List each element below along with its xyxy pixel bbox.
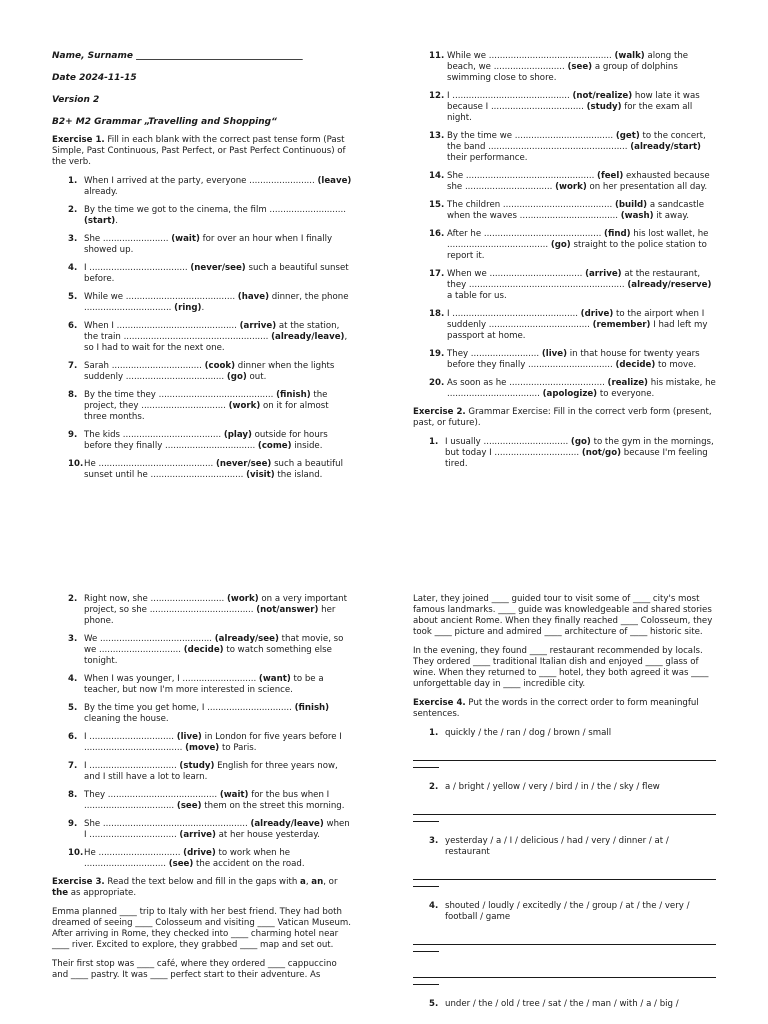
item-text: By the time they ..........................................	[84, 390, 277, 400]
verb-prompt: (study)	[179, 761, 215, 771]
item-number: 5.	[429, 999, 439, 1009]
item-text: because I'm feeling tired.	[445, 448, 708, 469]
item-number: 8.	[68, 390, 78, 400]
item-number: 6.	[68, 732, 78, 742]
page2-right-column	[413, 594, 716, 1015]
exercise-item	[413, 728, 716, 739]
exercise-item	[52, 234, 352, 256]
item-text: Sarah .................................	[84, 361, 205, 371]
verb-prompt: (cook)	[204, 361, 236, 371]
item-number: 11.	[429, 51, 445, 61]
item-text: I ....................................	[84, 263, 191, 273]
item-text: By the time you get home, I ...............................	[84, 703, 295, 713]
item-text: After he ...........................................	[447, 229, 605, 239]
exercise-item	[413, 269, 718, 302]
exercise-item	[52, 263, 352, 285]
verb-prompt: (not/realize)	[572, 91, 633, 101]
item-text: to everyone.	[597, 389, 655, 399]
verb-prompt: (ring)	[174, 303, 202, 313]
worksheet-title: B2+ M2 Grammar „Travelling and Shopping“	[52, 117, 277, 127]
verb-prompt: (never/see)	[190, 263, 246, 273]
item-text: inside.	[291, 441, 323, 451]
verb-prompt: (get)	[615, 131, 640, 141]
item-text: their performance.	[447, 153, 528, 163]
verb-prompt: (move)	[185, 743, 220, 753]
exercise-item	[413, 131, 718, 164]
item-text: .	[115, 216, 118, 226]
item-text: on her presentation all day.	[586, 182, 708, 192]
item-number: 3.	[429, 836, 439, 846]
item-number: 5.	[68, 703, 78, 713]
answer-line-continuation[interactable]	[413, 761, 439, 768]
verb-prompt: (build)	[614, 200, 648, 210]
item-text: on a very important project, so she ......................................	[84, 594, 348, 615]
verb-prompt: (come)	[257, 441, 292, 451]
item-number: 19.	[429, 349, 445, 359]
item-text: it away.	[653, 211, 689, 221]
exercise-item	[52, 732, 352, 754]
exercise-2-instructions: Exercise 2. Grammar Exercise: Fill in the correct verb form (present, past, or future).	[413, 407, 712, 428]
exercise-1-instructions: Exercise 1. Fill in each blank with the correct past tense form (Past Simple, Past Continuous, Past Perfect, or Past Perfect Continuous) of the verb.	[52, 135, 346, 167]
item-number: 7.	[68, 361, 78, 371]
exercise-item	[413, 901, 716, 923]
item-number: 2.	[68, 205, 78, 215]
exercise-3-paragraph-3: Later, they joined ____ guided tour to visit some of ____ city's most famous landmarks. ____ guide was knowledgeable and shared stories about ancient Rome. When they finally reached ____ Colosseum, they took ____ picture and admired ____ architecture of ____ historic site.	[413, 594, 713, 637]
item-text: .	[201, 303, 205, 313]
item-text: a sandcastle when the waves ....................................	[447, 200, 704, 221]
item-text: such a beautiful sunset before.	[84, 263, 349, 284]
item-text: at her house yesterday.	[215, 830, 320, 840]
word-prompt: quickly / the / ran / dog / brown / small	[445, 728, 612, 738]
verb-prompt: (live)	[176, 732, 202, 742]
item-text: dinner when the lights suddenly ....................................	[84, 361, 335, 382]
verb-prompt: (arrive)	[179, 830, 216, 840]
item-text: When we ..................................	[447, 269, 586, 279]
verb-prompt: (arrive)	[239, 321, 277, 331]
item-text: the island.	[274, 470, 323, 480]
item-text: The kids ....................................	[84, 430, 224, 440]
verb-prompt: (want)	[258, 674, 291, 684]
item-text: , so I had to wait for the next one.	[84, 332, 348, 353]
item-text: when I ................................	[84, 819, 350, 840]
item-text: already.	[84, 187, 118, 197]
exercise-item	[413, 999, 716, 1010]
exercise-item	[52, 703, 352, 725]
item-text: for the bus when I .................................	[84, 790, 330, 811]
exercise-item	[52, 390, 352, 423]
exercise-item	[52, 848, 352, 870]
exercise-3-paragraph-1: Emma planned ____ trip to Italy with her best friend. They had both dreamed of seeing ____ Colosseum and visiting ____ Vatican Museum. After arriving in Rome, they checked into ____ charming hotel near ____ river. Excited to explore, they grabbed ____ map and set out.	[52, 907, 352, 950]
exercise-item	[413, 171, 718, 193]
verb-prompt: (start)	[84, 216, 116, 226]
item-text: I ................................	[84, 761, 180, 771]
item-text: to the gym in the mornings, but today I ...............................	[445, 437, 714, 458]
item-text: outside for hours before they finally .................................	[84, 430, 328, 451]
verb-prompt: (go)	[550, 240, 571, 250]
item-number: 1.	[68, 176, 78, 186]
verb-prompt: (find)	[604, 229, 631, 239]
exercise-item	[413, 51, 718, 84]
item-number: 1.	[429, 728, 439, 738]
version-label: Version 2	[52, 95, 100, 105]
answer-line-continuation[interactable]	[413, 880, 439, 887]
exercise-item	[52, 430, 352, 452]
item-text: I had left my passport at home.	[447, 320, 708, 341]
item-text: for the exam all night.	[447, 102, 693, 123]
item-number: 6.	[68, 321, 78, 331]
item-text: at the restaurant, they .........................................................	[447, 269, 701, 290]
item-number: 4.	[429, 901, 439, 911]
item-number: 5.	[68, 292, 78, 302]
item-text: She .....................................................	[84, 819, 251, 829]
item-text: the project, they ...............................	[84, 390, 328, 411]
answer-line-continuation[interactable]	[413, 945, 439, 952]
verb-prompt: (already/leave)	[271, 332, 345, 342]
verb-prompt: (work)	[227, 594, 259, 604]
exercise-item	[52, 634, 352, 667]
exercise-item	[413, 200, 718, 222]
verb-prompt: (play)	[223, 430, 252, 440]
verb-prompt: (see)	[168, 859, 194, 869]
item-text: While we .............................................	[447, 51, 615, 61]
item-text: in London for five years before I ....................................	[84, 732, 342, 753]
exercise-item	[413, 782, 716, 793]
exercise-item	[52, 761, 352, 783]
item-text: When I ............................................	[84, 321, 240, 331]
verb-prompt: (see)	[567, 62, 593, 72]
item-text: I ...............................	[84, 732, 177, 742]
verb-prompt: (see)	[176, 801, 202, 811]
item-number: 13.	[429, 131, 445, 141]
exercise-1-list-continued	[413, 51, 718, 400]
item-text: While we ........................................	[84, 292, 238, 302]
item-text: to Paris.	[219, 743, 257, 753]
item-text: to watch something else tonight.	[84, 645, 332, 666]
item-text: on it for almost three months.	[84, 401, 329, 422]
item-text: When I was younger, I ...........................	[84, 674, 259, 684]
item-text: to be a teacher, but now I'm more interested in science.	[84, 674, 324, 695]
item-number: 1.	[429, 437, 439, 447]
item-text: By the time we ....................................	[447, 131, 616, 141]
answer-line[interactable]	[413, 868, 716, 880]
item-text: a group of dolphins swimming close to shore.	[447, 62, 678, 83]
verb-prompt: (realize)	[607, 378, 648, 388]
date-label: Date 2024-11-15	[52, 73, 137, 83]
exercise-item	[413, 91, 718, 124]
verb-prompt: (drive)	[183, 848, 216, 858]
verb-prompt: (go)	[570, 437, 591, 447]
item-text: in that house for twenty years before they finally ...............................	[447, 349, 700, 370]
exercise-item	[413, 836, 716, 858]
item-number: 4.	[68, 263, 78, 273]
item-number: 3.	[68, 634, 78, 644]
verb-prompt: (apologize)	[542, 389, 598, 399]
verb-prompt: (remember)	[592, 320, 651, 330]
item-text: to the concert, the band ...................................................	[447, 131, 706, 152]
exercise-item	[52, 176, 352, 198]
item-text: The children ........................................	[447, 200, 615, 210]
answer-line[interactable]	[413, 966, 716, 978]
answer-line-continuation[interactable]	[413, 978, 439, 985]
verb-prompt: (arrive)	[585, 269, 622, 279]
verb-prompt: (go)	[226, 372, 247, 382]
verb-prompt: (drive)	[580, 309, 614, 319]
item-text: the accident on the road.	[193, 859, 305, 869]
item-number: 10.	[68, 848, 84, 858]
exercise-item	[52, 790, 352, 812]
item-text: how late it was because I ..................................	[447, 91, 700, 112]
exercise-4-instructions: Exercise 4. Put the words in the correct order to form meaningful sentences.	[413, 698, 699, 719]
item-text: They .........................	[447, 349, 542, 359]
exercise-item	[52, 674, 352, 696]
verb-prompt: (have)	[237, 292, 269, 302]
exercise-item	[413, 229, 718, 262]
item-text: to the airport when I suddenly .....................................	[447, 309, 705, 330]
item-number: 16.	[429, 229, 445, 239]
word-prompt: yesterday / a / I / delicious / had / very / dinner / at / restaurant	[445, 836, 669, 857]
item-text: to move.	[655, 360, 697, 370]
exercise-3-paragraph-4: In the evening, they found ____ restaurant recommended by locals. They ordered ____ traditional Italian dish and enjoyed ____ glass of wine. When they returned to ____ hotel, they both agreed it was ____ unforgettable day in ____ incredible city.	[413, 646, 709, 689]
page1-left-column	[52, 51, 352, 488]
item-text: As soon as he ...................................	[447, 378, 608, 388]
item-text: He ..........................................	[84, 459, 216, 469]
item-text: I ..............................................	[447, 309, 581, 319]
item-number: 2.	[68, 594, 78, 604]
page2-left-column	[52, 594, 352, 989]
word-prompt: shouted / loudly / excitedly / the / group / at / the / very / football / game	[445, 901, 690, 922]
item-number: 8.	[68, 790, 78, 800]
exercise-3-instructions: Exercise 3. Read the text below and fill in the gaps with a, an, or the as appropriate.	[52, 877, 338, 898]
name-field: Name, Surname _____________________________________	[52, 51, 303, 61]
exercise-item	[52, 292, 352, 314]
item-text: I usually ...............................	[445, 437, 571, 447]
item-text: She ...............................................	[447, 171, 598, 181]
verb-prompt: (leave)	[317, 176, 352, 186]
item-text: They ........................................	[84, 790, 220, 800]
verb-prompt: (wait)	[171, 234, 200, 244]
exercise-2-list	[413, 437, 718, 470]
exercise-3-paragraph-2: Their first stop was ____ café, where they ordered ____ cappuccino and ____ pastry. It was ____ perfect start to their adventure. As	[52, 959, 337, 980]
item-number: 14.	[429, 171, 445, 181]
item-number: 3.	[68, 234, 78, 244]
exercise-1-list	[52, 176, 352, 481]
item-text: dinner, the phone ................................	[84, 292, 349, 313]
item-number: 18.	[429, 309, 445, 319]
verb-prompt: (work)	[228, 401, 261, 411]
item-text: exhausted because she ................................	[447, 171, 710, 192]
exercise-item	[52, 321, 352, 354]
item-text: straight to the police station to report it.	[447, 240, 707, 261]
exercise-item	[413, 378, 718, 400]
item-text: for over an hour when I finally showed up.	[84, 234, 333, 255]
item-number: 9.	[68, 819, 78, 829]
verb-prompt: (wait)	[219, 790, 249, 800]
word-prompt: under / the / old / tree / sat / the / man / with / a / big /	[445, 999, 679, 1009]
item-number: 10.	[68, 459, 84, 469]
item-text: Right now, she ...........................	[84, 594, 227, 604]
item-number: 7.	[68, 761, 78, 771]
item-text: such a beautiful sunset until he ..................................	[84, 459, 343, 480]
verb-prompt: (not/go)	[581, 448, 622, 458]
verb-prompt: (not/answer)	[256, 605, 319, 615]
verb-prompt: (walk)	[614, 51, 645, 61]
item-text: along the beach, we ..........................	[447, 51, 689, 72]
item-number: 20.	[429, 378, 445, 388]
item-text: English for three years now, and I still have a lot to learn.	[84, 761, 338, 782]
exercise-item	[52, 205, 352, 227]
exercise-4-list	[413, 728, 716, 1010]
item-number: 12.	[429, 91, 445, 101]
answer-line[interactable]	[413, 933, 716, 945]
item-text: He ..............................	[84, 848, 184, 858]
item-text: to work when he ..............................	[84, 848, 291, 869]
answer-line[interactable]	[413, 803, 716, 815]
verb-prompt: (visit)	[246, 470, 275, 480]
verb-prompt: (work)	[555, 182, 587, 192]
item-text: them on the street this morning.	[201, 801, 345, 811]
answer-line[interactable]	[413, 749, 716, 761]
item-text: a table for us.	[447, 291, 507, 301]
item-text: her phone.	[84, 605, 336, 626]
item-text: his lost wallet, he .....................................	[447, 229, 709, 250]
item-text: that movie, so we ..............................	[84, 634, 344, 655]
item-number: 15.	[429, 200, 445, 210]
exercise-item	[413, 349, 718, 371]
verb-prompt: (already/leave)	[250, 819, 324, 829]
exercise-item	[52, 361, 352, 383]
verb-prompt: (decide)	[183, 645, 224, 655]
item-text: We .........................................	[84, 634, 215, 644]
exercise-item	[52, 459, 352, 481]
page1-right-column	[413, 51, 718, 477]
item-text: By the time we got to the cinema, the film ............................	[84, 205, 346, 215]
item-number: 9.	[68, 430, 78, 440]
item-text: I ...........................................	[447, 91, 573, 101]
exercise-item	[413, 309, 718, 342]
item-number: 17.	[429, 269, 445, 279]
item-text: out.	[246, 372, 267, 382]
verb-prompt: (finish)	[294, 703, 330, 713]
verb-prompt: (study)	[586, 102, 622, 112]
exercise-item	[52, 594, 352, 627]
exercise-2-list-continued	[52, 594, 352, 870]
item-text: When I arrived at the party, everyone ........................	[84, 176, 318, 186]
verb-prompt: (wash)	[620, 211, 654, 221]
item-number: 2.	[429, 782, 439, 792]
verb-prompt: (decide)	[615, 360, 656, 370]
verb-prompt: (finish)	[276, 390, 311, 400]
item-number: 4.	[68, 674, 78, 684]
item-text: She ........................	[84, 234, 172, 244]
verb-prompt: (live)	[541, 349, 568, 359]
verb-prompt: (never/see)	[215, 459, 272, 469]
verb-prompt: (feel)	[597, 171, 624, 181]
exercise-item	[413, 437, 718, 470]
answer-line-continuation[interactable]	[413, 815, 439, 822]
word-prompt: a / bright / yellow / very / bird / in / the / sky / flew	[445, 782, 660, 792]
verb-prompt: (already/reserve)	[627, 280, 712, 290]
item-text: at the station, the train .....................................................	[84, 321, 340, 342]
exercise-item	[52, 819, 352, 841]
verb-prompt: (already/start)	[630, 142, 701, 152]
item-text: cleaning the house.	[84, 714, 169, 724]
verb-prompt: (already/see)	[214, 634, 279, 644]
item-text: his mistake, he ..................................	[447, 378, 716, 399]
